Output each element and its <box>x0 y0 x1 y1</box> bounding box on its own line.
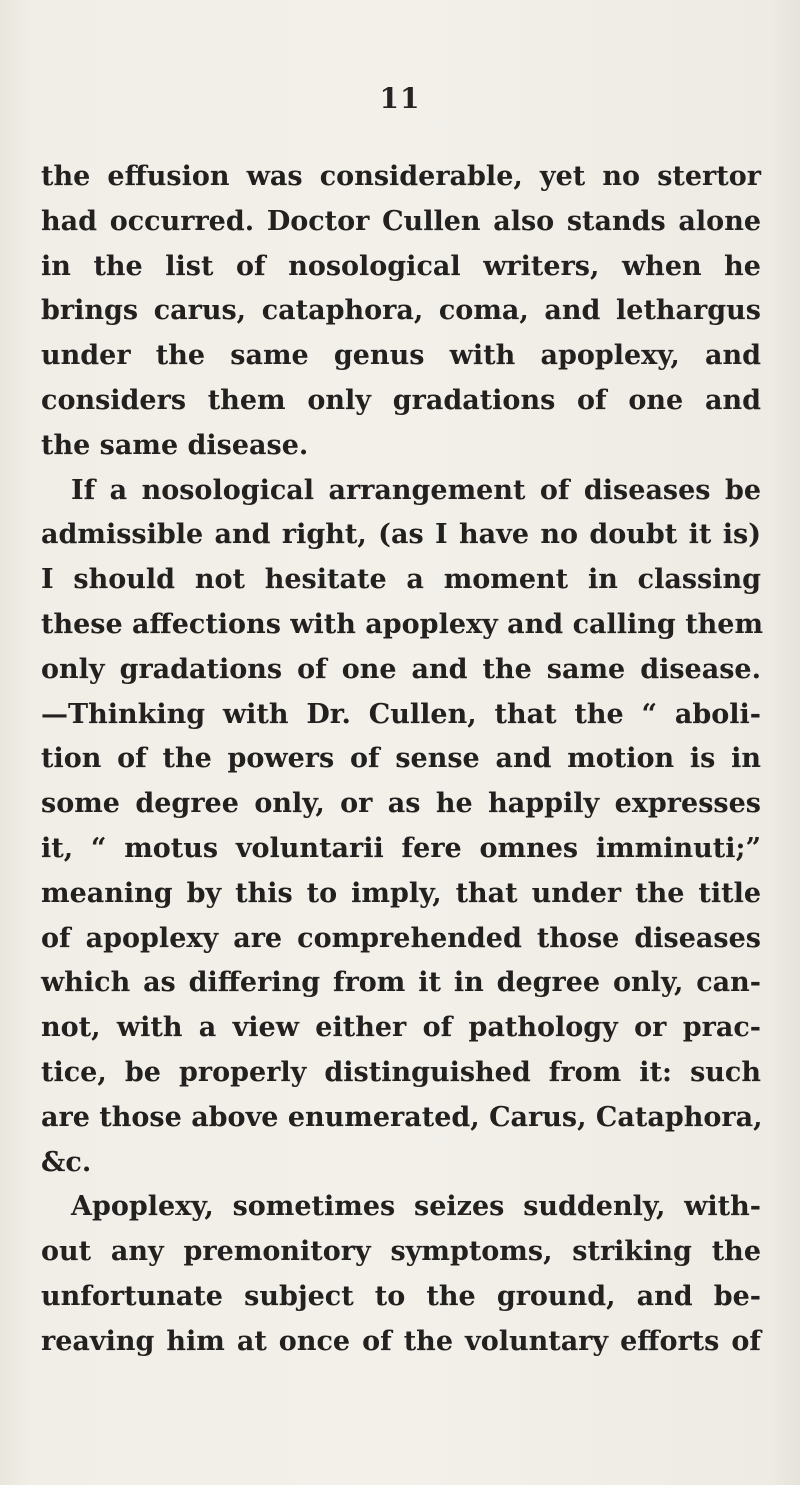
text-line: —Thinking with Dr. Cullen, that the “ aboli- <box>41 698 761 730</box>
text-line: admissible and right, (as I have no doubt it is) <box>41 519 761 551</box>
text-line: the same disease. <box>41 429 309 461</box>
text-line: I should not hesitate a moment in classing <box>41 564 761 596</box>
text-line: only gradations of one and the same disease. <box>41 653 761 685</box>
text-line: are those above enumerated, Carus, Cataphora, <box>41 1101 763 1133</box>
text-line: of apoplexy are comprehended those diseases <box>41 922 761 954</box>
text-line: the effusion was considerable, yet no stertor <box>41 161 761 192</box>
text-line: these affections with apoplexy and calling them <box>41 608 764 640</box>
text-line: reaving him at once of the voluntary efforts of <box>41 1325 761 1357</box>
text-line: considers them only gradations of one and <box>41 384 761 416</box>
text-line: tion of the powers of sense and motion is in <box>41 743 761 775</box>
text-line: If a nosological arrangement of diseases be <box>71 474 761 506</box>
body-text <box>41 155 764 1365</box>
text-line: meaning by this to imply, that under the title <box>41 877 761 909</box>
text-line: had occurred. Doctor Cullen also stands alone <box>41 205 761 237</box>
text-line: brings carus, cataphora, coma, and lethargus <box>41 295 761 327</box>
text-line: out any premonitory symptoms, striking the <box>41 1236 761 1268</box>
text-line: not, with a view either of pathology or prac- <box>41 1012 761 1044</box>
text-line: which as differing from it in degree only, can- <box>41 967 761 999</box>
text-line: &c. <box>41 1146 92 1178</box>
text-line: unfortunate subject to the ground, and be- <box>41 1280 761 1312</box>
text-line: it, “ motus voluntarii fere omnes imminuti;” <box>41 832 761 864</box>
text-line: some degree only, or as he happily expresses <box>41 788 761 820</box>
text-line: under the same genus with apoplexy, and <box>41 340 761 372</box>
text-line: in the list of nosological writers, when he <box>41 250 761 282</box>
text-line: tice, be properly distinguished from it: such <box>41 1056 761 1088</box>
page-number: 11 <box>379 82 421 115</box>
text-line: Apoplexy, sometimes seizes suddenly, with- <box>71 1191 761 1223</box>
